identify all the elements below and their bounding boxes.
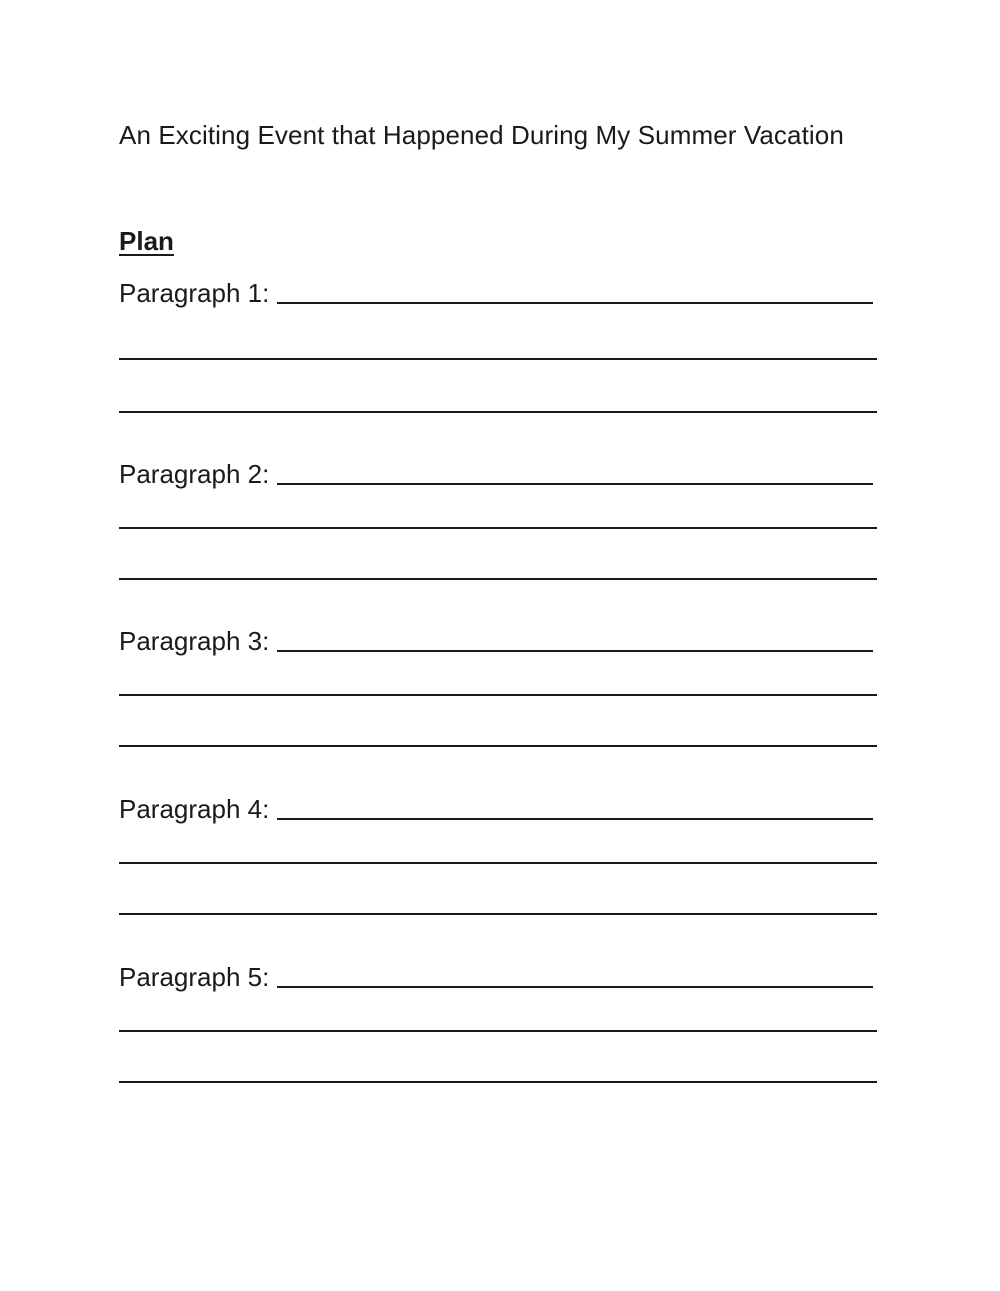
paragraph-2-answer-line[interactable] <box>277 483 873 485</box>
paragraph-3-answer-line[interactable] <box>277 650 873 652</box>
paragraph-1-writing-line-3[interactable] <box>119 411 877 413</box>
paragraph-1-answer-line[interactable] <box>277 302 873 304</box>
paragraph-5-writing-line-3[interactable] <box>119 1081 877 1083</box>
paragraph-3-writing-line-3[interactable] <box>119 745 877 747</box>
paragraph-label-4: Paragraph 4: <box>119 794 270 824</box>
paragraph-label-1: Paragraph 1: <box>119 278 270 308</box>
paragraph-label-5: Paragraph 5: <box>119 962 270 992</box>
paragraph-row-4 <box>119 792 877 826</box>
paragraph-label-2: Paragraph 2: <box>119 459 270 489</box>
paragraph-4-answer-line[interactable] <box>277 818 873 820</box>
paragraph-label-3: Paragraph 3: <box>119 626 270 656</box>
paragraph-1-writing-line-2[interactable] <box>119 358 877 360</box>
paragraph-2-writing-line-2[interactable] <box>119 527 877 529</box>
paragraph-row-2 <box>119 457 877 491</box>
paragraph-5-writing-line-2[interactable] <box>119 1030 877 1032</box>
worksheet-title: An Exciting Event that Happened During My Summer Vacation <box>119 120 844 150</box>
paragraph-row-1 <box>119 276 877 310</box>
paragraph-4-writing-line-3[interactable] <box>119 913 877 915</box>
paragraph-row-3 <box>119 624 877 658</box>
paragraph-3-writing-line-2[interactable] <box>119 694 877 696</box>
paragraph-2-writing-line-3[interactable] <box>119 578 877 580</box>
plan-heading: Plan <box>119 226 174 256</box>
paragraph-5-answer-line[interactable] <box>277 986 873 988</box>
paragraph-row-5 <box>119 960 877 994</box>
paragraph-4-writing-line-2[interactable] <box>119 862 877 864</box>
